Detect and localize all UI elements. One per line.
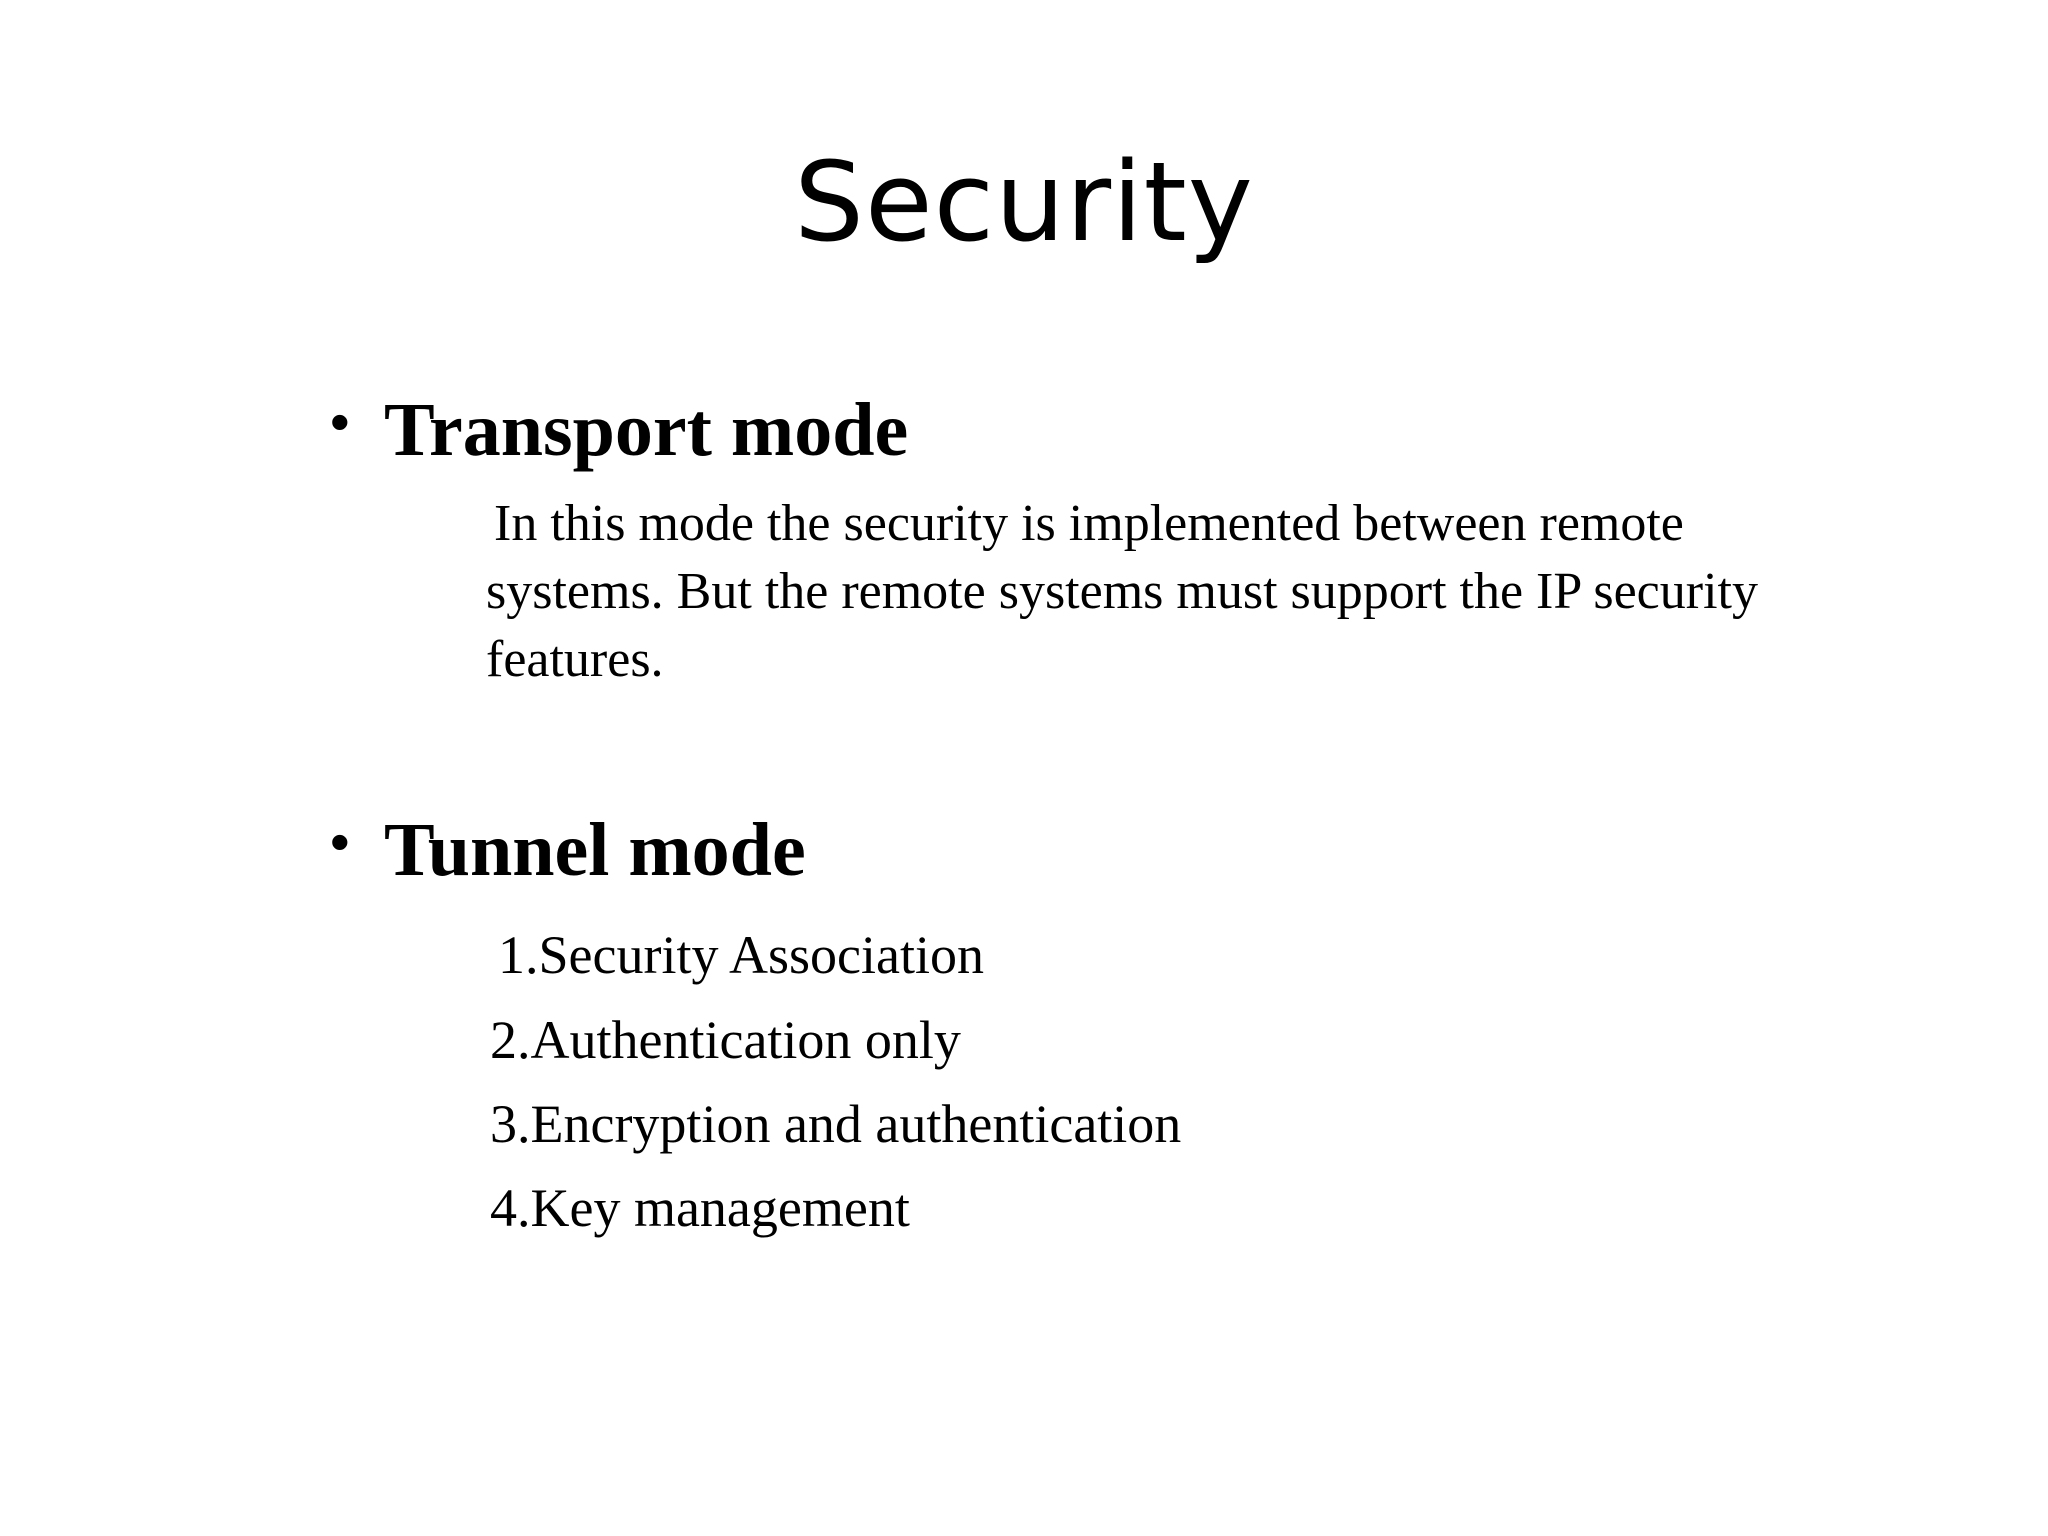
heading-transport-mode: Transport mode — [384, 388, 909, 472]
transport-mode-description — [486, 490, 2006, 694]
tunnel-list-item-2: 2.Authentication only — [490, 1010, 961, 1070]
tunnel-list-item-1: 1.Security Association — [498, 925, 984, 985]
slide-title: Security — [794, 138, 1254, 266]
tunnel-list-item-3: 3.Encryption and authentication — [490, 1094, 1182, 1154]
bullet-dot: • — [330, 390, 350, 453]
description-line: systems. But the remote systems must support the IP security — [486, 563, 1758, 620]
bullet-dot: • — [330, 810, 350, 873]
description-line: In this mode the security is implemented between remote — [494, 495, 1684, 552]
heading-tunnel-mode: Tunnel mode — [384, 808, 806, 892]
description-line: features. — [486, 631, 664, 688]
tunnel-list-item-4: 4.Key management — [490, 1178, 910, 1238]
